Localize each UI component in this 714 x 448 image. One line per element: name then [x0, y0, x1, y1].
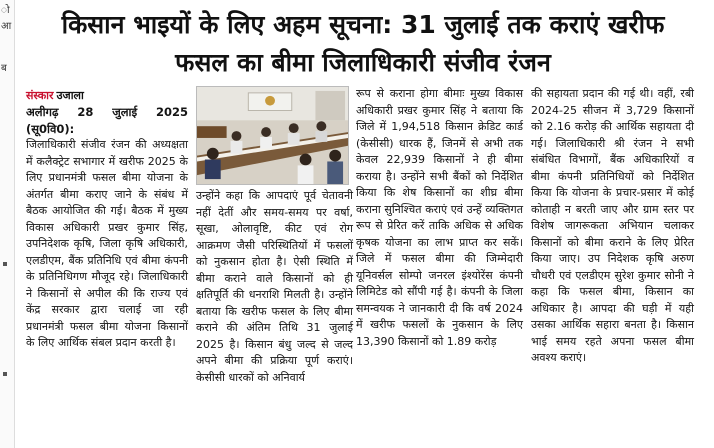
meeting-photo: [196, 86, 349, 185]
article-column-1: [26, 104, 188, 352]
edge-bullet: [3, 372, 7, 376]
article-column-4: [531, 86, 694, 367]
adjacent-article-edge: [0, 0, 15, 448]
edge-char: आ: [1, 21, 12, 32]
byline: [26, 89, 84, 102]
headline-line-1: किसान भाइयों के लिए अहम सूचना: 31 जुलाई तक कराएं खरीफ: [61, 10, 665, 39]
article-column-2: [196, 188, 353, 386]
byline-source: संस्कार: [26, 89, 54, 102]
column-1-text: जिलाधिकारी संजीव रंजन की अध्यक्षता में कलैक्ट्रेट सभागार में खरीफ 2025 के लिए प्रधानमंत्री फसल बीमा योजना के अंतर्गत बीमा कराए जाने के संबंध में बैठक आयोजित की गई। बैठक में मुख्य विकास अधिकारी प्रखर कुमार सिंह, उपनिदेशक कृषि, जिला कृषि अधिकारी, एलडीएम, बैंक प्रतिनिधि एवं बीमा कंपनी के प्रतिनिधिगण मौजूद रहे। जिलाधिकारी ने किसानों से अपील की कि राज्य एवं केंद्र सरकार द्वारा चलाई जा रही प्रधानमंत्री फसल बीमा योजना किसानों के लिए आर्थिक संबल प्रदान करती है।: [26, 138, 188, 349]
headline-line-2: फसल का बीमा जिलाधिकारी संजीव रंजन: [175, 48, 551, 77]
meeting-photo-image: [197, 87, 348, 184]
column-3-text: रूप से कराना होगा बीमाः मुख्य विकास अधिकारी प्रखर कुमार सिंह ने बताया कि जिले में 1,94,518 किसान क्रेडिट कार्ड (केसीसी) धारक हैं, जिनमें से अभी तक केवल 22,939 किसानों ने ही बीमा कराया है। उन्होंने सभी बैंकों को निर्देशित किया कि शेष किसानों का शीघ्र बीमा कराना सुनिश्चित कराएं एवं उन्हें व्यक्तिगत रूप से प्रेरित करें ताकि अधिक से अधिक कृषक योजना का लाभ प्राप्त कर सकें। जिले में फसल बीमा की जिम्मेदारी यूनिवर्सल सोम्पो जनरल इंश्योरेंस कंपनी लिमिटेड को सौंपी गई है। कंपनी के जिला समन्वयक ने जानकारी दी कि वर्ष 2024 में खरीफ फसलों के नुकसान के लिए 13,390 किसानों को 1.89 करोड़: [356, 87, 523, 348]
edge-char: ो: [1, 5, 10, 16]
headline: [18, 6, 708, 82]
edge-bullet: [3, 262, 7, 266]
edge-char: ब: [1, 63, 7, 74]
column-4-text: की सहायता प्रदान की गई थी। वहीं, रबी 2024-25 सीजन में 3,729 किसानों को 2.16 करोड़ की आर्थिक सहायता दी गई। जिलाधिकारी श्री रंजन ने सभी संबंधित विभागों, बैंक अधिकारियों व बीमा कंपनी प्रतिनिधियों को निर्देशित किया कि योजना के प्रचार-प्रसार में कोई कोताही न बरती जाए और ग्राम स्तर पर विशेष जागरूकता अभियान चलाकर किसानों को बीमा कराने के लिए प्रेरित किया जाए। उप निदेशक कृषि अरुण चौधरी एवं एलडीएम सुरेश कुमार सोनी ने कहा कि फसल बीमा, किसान का अधिकार है। आपदा की घड़ी में यही उसका आर्थिक सहारा बनता है। किसान भाई समय रहते अपना फसल बीमा अवश्य कराएं।: [531, 87, 694, 364]
article-column-3: [356, 86, 523, 350]
dateline: अलीगढ़ 28 जुलाई 2025 (सू0वि0):: [26, 105, 188, 136]
column-2-text: उन्होंने कहा कि आपदाएं पूर्व चेतावनी नहीं देतीं और समय-समय पर वर्षा, सूखा, ओलावृष्टि, कीट एवं रोग आक्रमण जैसी परिस्थितियों में फसलों को नुकसान होता है। ऐसी स्थिति में बीमा कराने वाले किसानों को ही क्षतिपूर्ति की धनराशि मिलती है। उन्होंने बताया कि खरीफ फसल के लिए बीमा कराने की अंतिम तिथि 31 जुलाई 2025 है। किसान बंधु जल्द से जल्द अपने बीमा की प्रक्रिया पूर्ण कराएं। केसीसी धारकों को अनिवार्य: [196, 189, 353, 384]
byline-publication: उजाला: [56, 89, 84, 102]
